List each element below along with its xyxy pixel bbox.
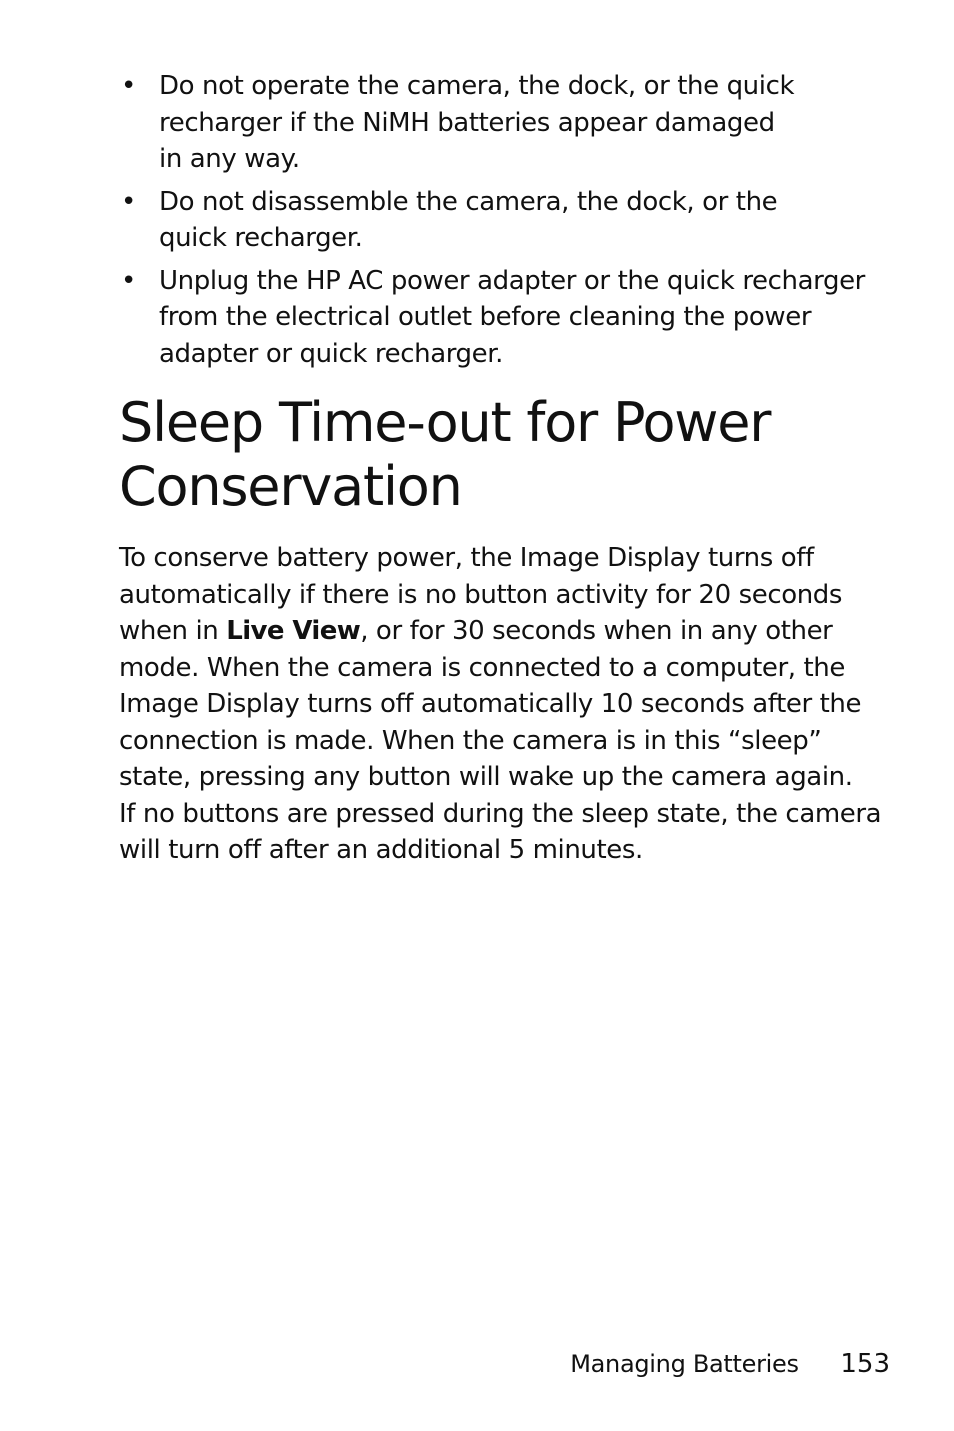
bullet-icon: • [121, 71, 136, 101]
section-heading-line: Conservation [119, 455, 462, 518]
bullet-line: in any way. [159, 144, 300, 174]
body-text-run: , or for 30 seconds when in any other [360, 616, 833, 646]
safety-bullet-list [119, 68, 909, 378]
section-heading-line: Sleep Time-out for Power [119, 391, 771, 454]
page-number: 153 [840, 1349, 890, 1379]
section-heading [119, 391, 770, 519]
bullet-line: quick recharger. [159, 223, 363, 253]
bullet-line: adapter or quick recharger. [159, 338, 504, 369]
body-line: connection is made. When the camera is in this “sleep” [119, 725, 822, 756]
bullet-line: from the electrical outlet before cleaning the power [159, 302, 812, 332]
bullet-line: Do not operate the camera, the dock, or the quick [159, 71, 795, 101]
bullet-icon: • [121, 186, 136, 217]
body-line: state, pressing any button will wake up the camera again. [119, 762, 853, 792]
body-line [119, 613, 909, 650]
bullet-line: recharger if the NiMH batteries appear damaged [159, 107, 775, 138]
bullet-item-disassemble [119, 184, 909, 257]
section-body-paragraph [119, 540, 909, 869]
bullet-item-damaged-batteries [119, 68, 909, 178]
body-line: automatically if there is no button activity for 20 seconds [119, 579, 843, 610]
body-text-run: when in [119, 616, 227, 646]
bullet-line: Unplug the HP AC power adapter or the quick recharger [159, 265, 865, 296]
body-line: will turn off after an additional 5 minutes. [119, 835, 643, 865]
bullet-item-unplug [119, 263, 909, 373]
live-view-term: Live View [226, 616, 361, 646]
body-line: To conserve battery power, the Image Display turns off [119, 543, 814, 573]
page-footer [570, 1346, 890, 1382]
bullet-icon: • [121, 265, 136, 296]
body-line: mode. When the camera is connected to a computer, the [119, 652, 845, 683]
body-line: Image Display turns off automatically 10 seconds after the [119, 689, 862, 719]
footer-section-name: Managing Batteries [570, 1350, 799, 1378]
bullet-line: Do not disassemble the camera, the dock, or the [159, 186, 778, 217]
body-line: If no buttons are pressed during the sleep state, the camera [119, 798, 882, 829]
